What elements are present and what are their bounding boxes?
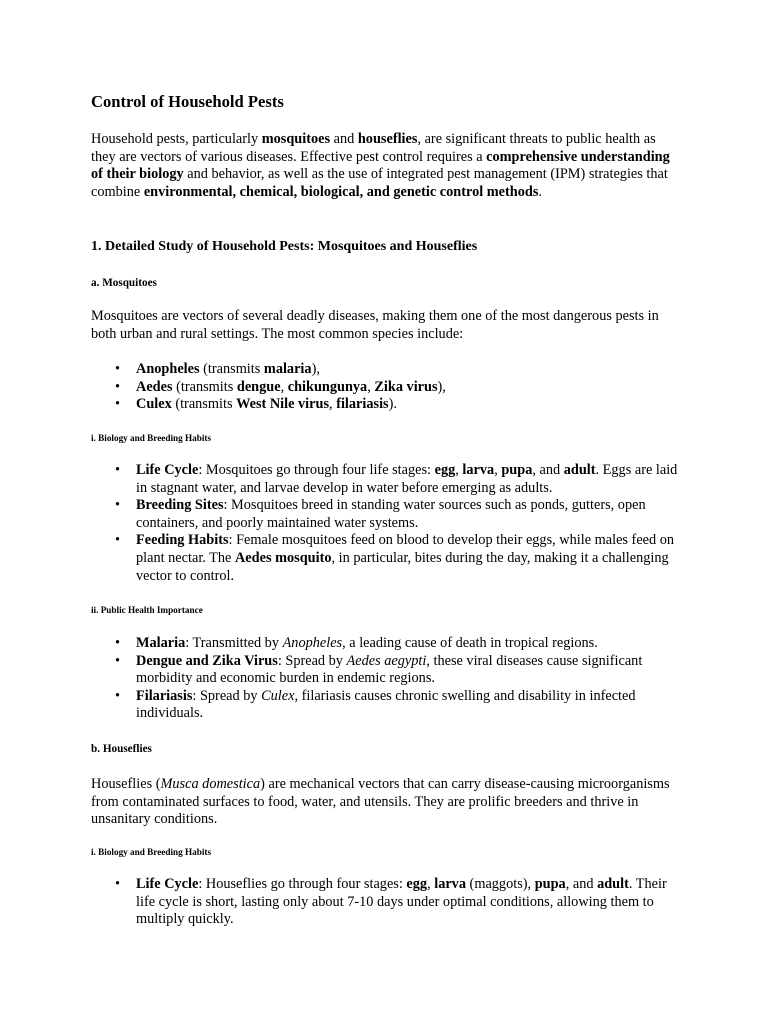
mosquitoes-paragraph: Mosquitoes are vectors of several deadly diseases, making them one of the most dangerous pests in both urban and rural settings. The most common species include: <box>91 308 659 342</box>
intro-bold: comprehensive understanding of their biology <box>91 148 670 183</box>
list-item <box>91 396 681 414</box>
list-item-text: : Female mosquitoes feed on blood to develop their eggs, while males feed on plant nectar. The <box>136 532 675 566</box>
list-item <box>91 497 681 532</box>
list-item-bold: Malaria <box>136 635 186 651</box>
list-item-text: , <box>367 378 375 395</box>
list-item-bold: pupa <box>501 462 533 478</box>
intro-bold: mosquitoes <box>261 131 331 147</box>
intro-text: , are significant threats to public health as they are vectors of various diseases. Effective pest control requires a <box>91 131 656 165</box>
bullet-icon: • <box>115 497 121 514</box>
list-item-bold: Life Cycle <box>136 462 199 478</box>
list-item <box>91 361 681 379</box>
list-item-text: ). <box>388 396 397 413</box>
intro-paragraph <box>91 131 681 201</box>
list-item-bold: Aedes <box>136 378 173 395</box>
list-item-text: : Spread by <box>277 652 347 669</box>
list-item <box>91 532 681 585</box>
intro-text: and <box>330 131 358 147</box>
list-item-bold: malaria <box>263 361 312 377</box>
list-item-text: , filariasis causes chronic swelling and disability in infected individuals. <box>136 687 636 722</box>
list-item-bold: West Nile virus <box>236 396 330 413</box>
list-item-bold: dengue <box>236 378 281 395</box>
bullet-icon: • <box>115 378 121 395</box>
mosquito-biology-list <box>91 462 681 585</box>
list-item-bold: larva <box>462 462 495 478</box>
list-item-text: , <box>329 396 337 413</box>
list-item-text: . Eggs are laid in stagnant water, and larvae develop in water before emerging as adults. <box>136 462 678 496</box>
intro-text: Household pests, particularly <box>91 131 262 147</box>
list-item-italic: Anopheles <box>282 635 343 651</box>
list-item-bold: larva <box>434 876 466 892</box>
bullet-icon: • <box>115 462 121 478</box>
list-item-bold: Anopheles <box>136 361 200 377</box>
housefly-biology-heading: i. Biology and Breeding Habits <box>91 847 212 857</box>
list-item-bold: Life Cycle <box>136 876 199 892</box>
list-item-text: (transmits <box>171 396 237 413</box>
list-item-bold: chikungunya <box>287 378 368 395</box>
mosquito-health-heading: ii. Public Health Importance <box>91 605 203 615</box>
paragraph-text: Houseflies ( <box>91 776 161 792</box>
list-item-text: ), <box>311 361 320 377</box>
mosquito-health-list <box>91 635 681 723</box>
list-item <box>91 379 681 397</box>
list-item-text: : Mosquitoes breed in standing water sources such as ponds, gutters, open containers, and poorly maintained water systems. <box>136 497 646 531</box>
bullet-icon: • <box>115 687 121 704</box>
list-item <box>91 688 681 723</box>
houseflies-heading: b. Houseflies <box>91 743 152 755</box>
list-item-text: : Mosquitoes go through four life stages: <box>198 462 435 478</box>
bullet-icon: • <box>115 361 121 377</box>
list-item-text: , and <box>532 462 564 478</box>
bullet-icon: • <box>115 396 121 413</box>
mosquito-biology-heading: i. Biology and Breeding Habits <box>91 433 212 443</box>
bullet-icon: • <box>115 635 121 651</box>
list-item-bold: egg <box>434 462 456 478</box>
list-item-text: , <box>427 876 435 892</box>
list-item <box>91 635 681 653</box>
list-item-bold: adult <box>563 462 596 478</box>
list-item-bold: pupa <box>534 876 566 892</box>
intro-bold: environmental, chemical, biological, and genetic control methods <box>143 183 539 200</box>
paragraph-text: ) are mechanical vectors that can carry disease-causing microorganisms from contaminated surfaces to food, water, and utensils. They are prolific breeders and thrive in unsanitary conditions. <box>91 776 670 828</box>
list-item <box>91 462 681 497</box>
list-item-text: ), <box>437 378 446 395</box>
list-item-text: (transmits <box>199 361 264 377</box>
list-item-text: , <box>280 378 288 395</box>
list-item-bold: Zika virus <box>374 378 438 395</box>
list-item-text: . Their life cycle is short, lasting only about 7-10 days under optimal conditions, allowing them to multiply quickly. <box>136 876 667 928</box>
intro-text: and behavior, as well as the use of integrated pest management (IPM) strategies that combine <box>91 166 668 200</box>
list-item-italic: Culex <box>261 687 295 704</box>
bullet-icon: • <box>115 532 121 549</box>
list-item <box>91 653 681 688</box>
list-item-bold: Culex <box>136 396 172 413</box>
list-item-bold: filariasis <box>336 396 389 413</box>
bullet-icon: • <box>115 876 121 892</box>
section-1-heading: 1. Detailed Study of Household Pests: Mosquitoes and Houseflies <box>91 239 478 254</box>
list-item-bold: Aedes mosquito <box>234 549 332 566</box>
intro-text: . <box>538 183 542 200</box>
list-item-text: , a leading cause of death in tropical regions. <box>342 635 598 651</box>
list-item-text: , and <box>565 876 598 892</box>
list-item-bold: adult <box>597 876 629 892</box>
housefly-biology-list <box>91 876 681 929</box>
mosquitoes-heading: a. Mosquitoes <box>91 277 157 289</box>
list-item <box>91 876 681 929</box>
list-item-text: , these viral diseases cause significant morbidity and economic burden in endemic regions. <box>136 652 643 687</box>
bullet-icon: • <box>115 652 121 669</box>
list-item-text: , in particular, bites during the day, making it a challenging vector to control. <box>136 549 669 584</box>
list-item-text: : Spread by <box>192 687 262 704</box>
list-item-text: (transmits <box>172 378 237 395</box>
list-item-text: (maggots), <box>465 876 535 892</box>
list-item-bold: Dengue and Zika Virus <box>136 652 278 669</box>
list-item-bold: Feeding Habits <box>136 532 229 549</box>
list-item-bold: Filariasis <box>136 687 193 704</box>
list-item-text: , <box>494 462 502 478</box>
list-item-text: : Houseflies go through four stages: <box>198 876 407 892</box>
intro-bold: houseflies <box>357 131 418 147</box>
paragraph-italic: Musca domestica <box>160 776 261 792</box>
list-item-bold: Breeding Sites <box>136 497 224 514</box>
list-item-italic: Aedes aegypti <box>346 652 427 669</box>
list-item-text: : Transmitted by <box>185 635 283 651</box>
page-title: Control of Household Pests <box>91 92 284 111</box>
list-item-bold: egg <box>406 876 428 892</box>
houseflies-paragraph <box>91 776 681 829</box>
mosquito-species-list <box>91 361 681 414</box>
list-item-text: , <box>455 462 463 478</box>
